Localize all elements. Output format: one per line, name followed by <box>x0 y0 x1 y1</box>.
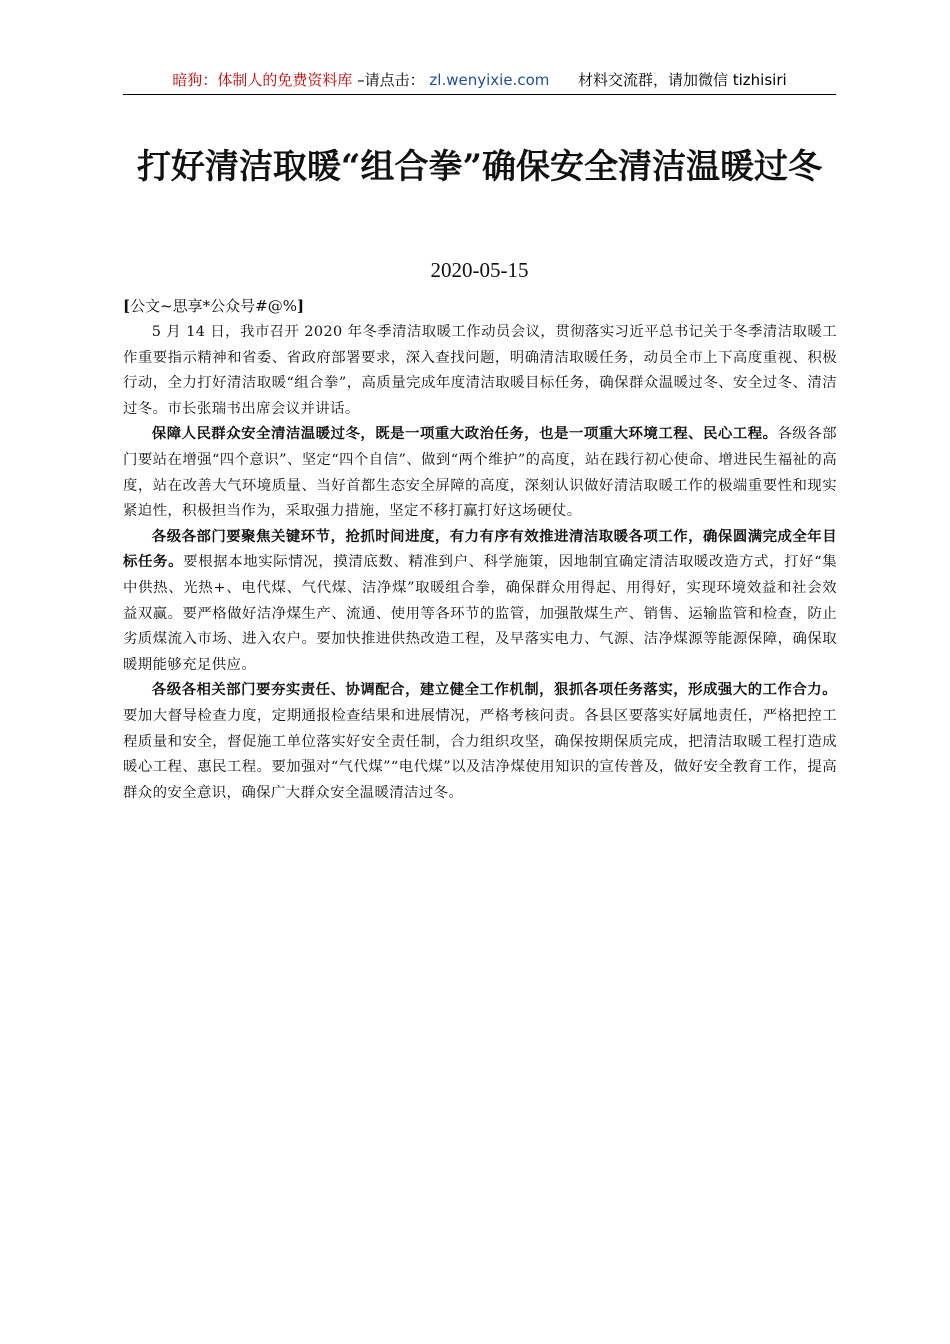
paragraph-body: 各级各部门要站在增强“四个意识”、坚定“四个自信”、做到“两个维护”的高度，站在践行初心使命、增进民生福祉的高度，站在改善大气环境质量、当好首都生态安全屏障的高度，深刻认识做好清洁取暖工作的极端重要性和现实紧迫性，积极担当作为，采取强力措施，坚定不移打赢打好这场硬仗。 <box>123 426 837 520</box>
source-text: 公文~思享*公众号#@% <box>130 297 297 315</box>
paragraph-lead: 保障人民群众安全清洁温暖过冬，既是一项重大政治任务，也是一项重大环境工程、民心工程。 <box>151 426 778 443</box>
paragraph-body: 要根据本地实际情况，摸清底数、精准到户、科学施策，因地制宜确定清洁取暖改造方式，打好“集中供热、光热+、电代煤、气代煤、洁净煤”取暖组合拳，确保群众用得起、用得好，实现环境效益和社会效益双赢。要严格做好洁净煤生产、流通、使用等各环节的监管，加强散煤生产、销售、运输监管和检查，防止劣质煤流入市场、进入农户。要加快推进供热改造工程，及早落实电力、气源、洁净煤源等能源保障，确保取暖期能够充足供应。 <box>123 554 837 673</box>
article-date: 2020-05-15 <box>430 258 529 282</box>
paragraph-body: 要加大督导检查力度，定期通报检查结果和进展情况，严格考核问责。各县区要落实好属地责任，严格把控工程质量和安全，督促施工单位落实好安全责任制，合力组织攻坚，确保按期保质完成，把清洁取暖工程打造成暖心工程、惠民工程。要加强对“气代煤”“电代煤”以及洁净煤使用知识的宣传普及，做好安全教育工作，提高群众的安全意识，确保广大群众安全温暖清洁过冬。 <box>123 707 837 801</box>
watermark-header <box>123 68 836 95</box>
paragraph <box>123 320 837 422</box>
source-bracket-open: [ <box>123 297 131 315</box>
paragraph <box>123 525 837 679</box>
article-title: 打好清洁取暖“组合拳”确保安全清洁温暖过冬 <box>136 147 823 187</box>
paragraph <box>123 678 837 806</box>
source-bracket-close: ] <box>297 297 305 315</box>
paragraph <box>123 422 837 524</box>
header-prompt: –请点击： <box>357 71 425 89</box>
paragraph-lead: 各级各部门要聚焦关键环节，抢抓时间进度，有力有序有效推进清洁取暖各项工作，确保圆满完成全年目标任务。 <box>123 528 837 571</box>
paragraph-body: 5 月 14 日，我市召开 2020 年冬季清洁取暖工作动员会议，贯彻落实习近平总书记关于冬季清洁取暖工作重要指示精神和省委、省政府部署要求，深入查找问题，明确清洁取暖任务，动员全市上下高度重视、积极行动，全力打好清洁取暖“组合拳”，高质量完成年度清洁取暖目标任务，确保群众温暖过冬、安全过冬、清洁过冬。市长张瑞书出席会议并讲话。 <box>123 324 837 417</box>
header-url-link[interactable]: zl.wenyixie.com <box>429 71 550 89</box>
header-brand: 暗狗：体制人的免费资料库 <box>172 71 353 89</box>
article-source <box>123 294 304 318</box>
paragraph-lead: 各级各相关部门要夯实责任、协调配合，建立健全工作机制，狠抓各项任务落实，形成强大的工作合力。 <box>151 682 837 699</box>
header-group-note: 材料交流群，请加微信 tizhisiri <box>577 71 787 89</box>
article-body <box>123 320 837 806</box>
